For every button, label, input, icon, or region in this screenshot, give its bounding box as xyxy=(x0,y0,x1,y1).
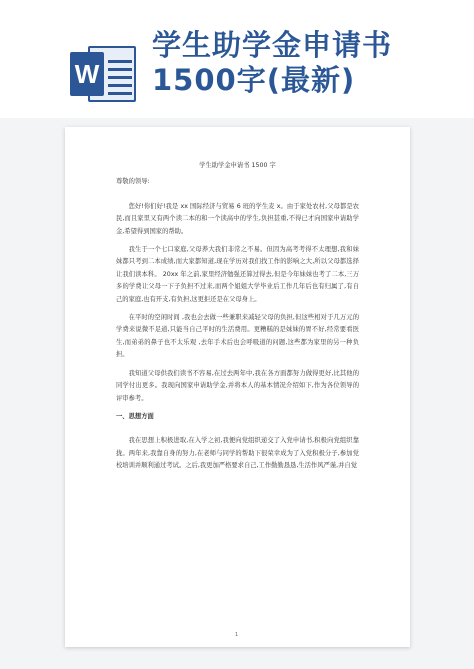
word-badge: W xyxy=(70,52,104,96)
title-line-1: 学生助学金申请书 xyxy=(152,28,393,62)
document-content xyxy=(116,160,359,479)
document-page xyxy=(65,127,410,647)
header xyxy=(0,0,474,118)
title-line-2: 1500字(最新) xyxy=(152,63,356,97)
salutation: 尊敬的领导: xyxy=(116,178,150,186)
paragraph: 我生于一个七口家庭,父母养大我们非常之不易。但因为高考考得不太理想,我和妹妹都只考到二本成绩,而大家都知道,现在学历对我们找工作的影响之大,所以父母都选择让我们读本科。 20xx 年之前,家里经济勉强还算过得去,但是今年妹妹也考了二本,三万多的学费让父母一下子负担不过来,而两个姐姐大学毕业后工作几年后也有归属了,有自己的家庭,也有开支,有负担,这更拒还是在父母身上。 xyxy=(116,246,359,303)
paragraph: 我在思想上积极进取,在入学之初,我便向党组织递交了入党申请书,积极向党组织靠拢。两年来,我靠自身的努力,在老师与同学的帮助下很荣幸成为了入党积极分子,参加党校培训并顺利通过考试。之后,我更加严格要求自己,工作勤勤恳恳,生活作风严谨,并自觉 xyxy=(116,437,359,470)
page-number: 1 xyxy=(235,632,239,638)
page-title xyxy=(152,28,452,98)
paragraph: 您好!你们好!我是 xx 国际经济与贸易 6 班的学生麦 x。由于家处农村,父母都是农民,而且家里又有两个读二本的和一个读高中的学生,负担甚重,不得已才向国家申请助学金,希望得到国家的帮助。 xyxy=(116,202,359,235)
word-icon xyxy=(70,46,138,102)
document-title: 学生助学金申请书 1500 字 xyxy=(199,162,276,169)
paragraph: 我知道父母供我们读书不容易,在过去两年中,我在各方面都努力做得更好,比其他的同学付出更多。我现向国家申请助学金,并将本人的基本情况介绍如下,作为各位领导的评审参考。 xyxy=(116,369,359,402)
paragraph: 在平时的空闲时间 ,我也会去做一些兼职来减轻父母的负担,但这些相对于几万元的学费来说微不足道,只能当自己平时的生活费用。更糟糕的是妹妹的胃不好,经常要看医生,而弟弟的鼻子也不太乐观 ,去年手术后也会呼吸道的问题,这些都为家里的另一种负担。 xyxy=(116,314,359,359)
section-heading: 一、思想方面 xyxy=(116,412,154,420)
